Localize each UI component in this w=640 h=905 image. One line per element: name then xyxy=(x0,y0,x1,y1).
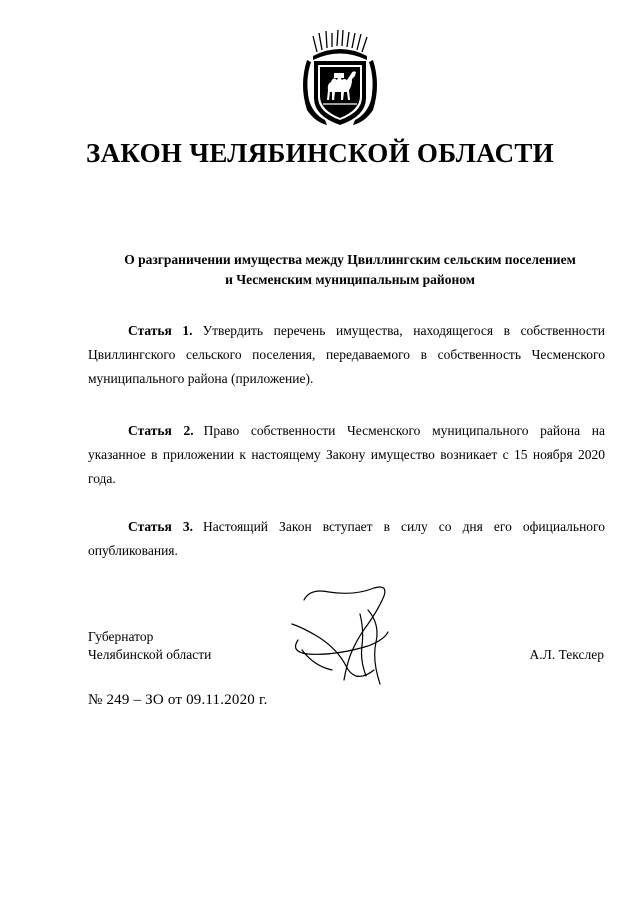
coat-of-arms-icon xyxy=(297,30,383,130)
subtitle-line-2: и Чесменским муниципальным районом xyxy=(225,272,475,287)
law-number-and-date: № 249 – ЗО от 09.11.2020 г. xyxy=(88,692,268,708)
article-1-label: Статья 1. xyxy=(128,323,193,338)
article-3 xyxy=(88,515,605,563)
governor-name: А.Л. Текслер xyxy=(529,647,604,662)
governor-position-line-1: Губернатор xyxy=(88,629,154,644)
handwritten-signature-icon xyxy=(284,580,394,690)
article-2-label: Статья 2. xyxy=(128,423,194,438)
article-1 xyxy=(88,319,605,391)
article-3-label: Статья 3. xyxy=(128,519,194,534)
governor-position-line-2: Челябинской области xyxy=(88,647,212,662)
article-1-text: Утвердить перечень имущества, находящегося в собственности Цвиллингского сельского поселения, передаваемого в собственность Чесменского муниципального района (приложение). xyxy=(88,323,606,386)
document-subtitle xyxy=(100,250,600,290)
subtitle-line-1: О разграничении имущества между Цвиллингским сельским поселением xyxy=(124,252,576,267)
article-2-text: Право собственности Чесменского муниципального района на указанное в приложении к настоящему Закону имущество возникает с 15 ноября 2020 года. xyxy=(88,423,606,486)
governor-position xyxy=(88,628,211,664)
article-2 xyxy=(88,419,605,491)
article-3-text: Настоящий Закон вступает в силу со дня его официального опубликования. xyxy=(88,519,606,558)
document-title: ЗАКОН ЧЕЛЯБИНСКОЙ ОБЛАСТИ xyxy=(86,138,554,168)
